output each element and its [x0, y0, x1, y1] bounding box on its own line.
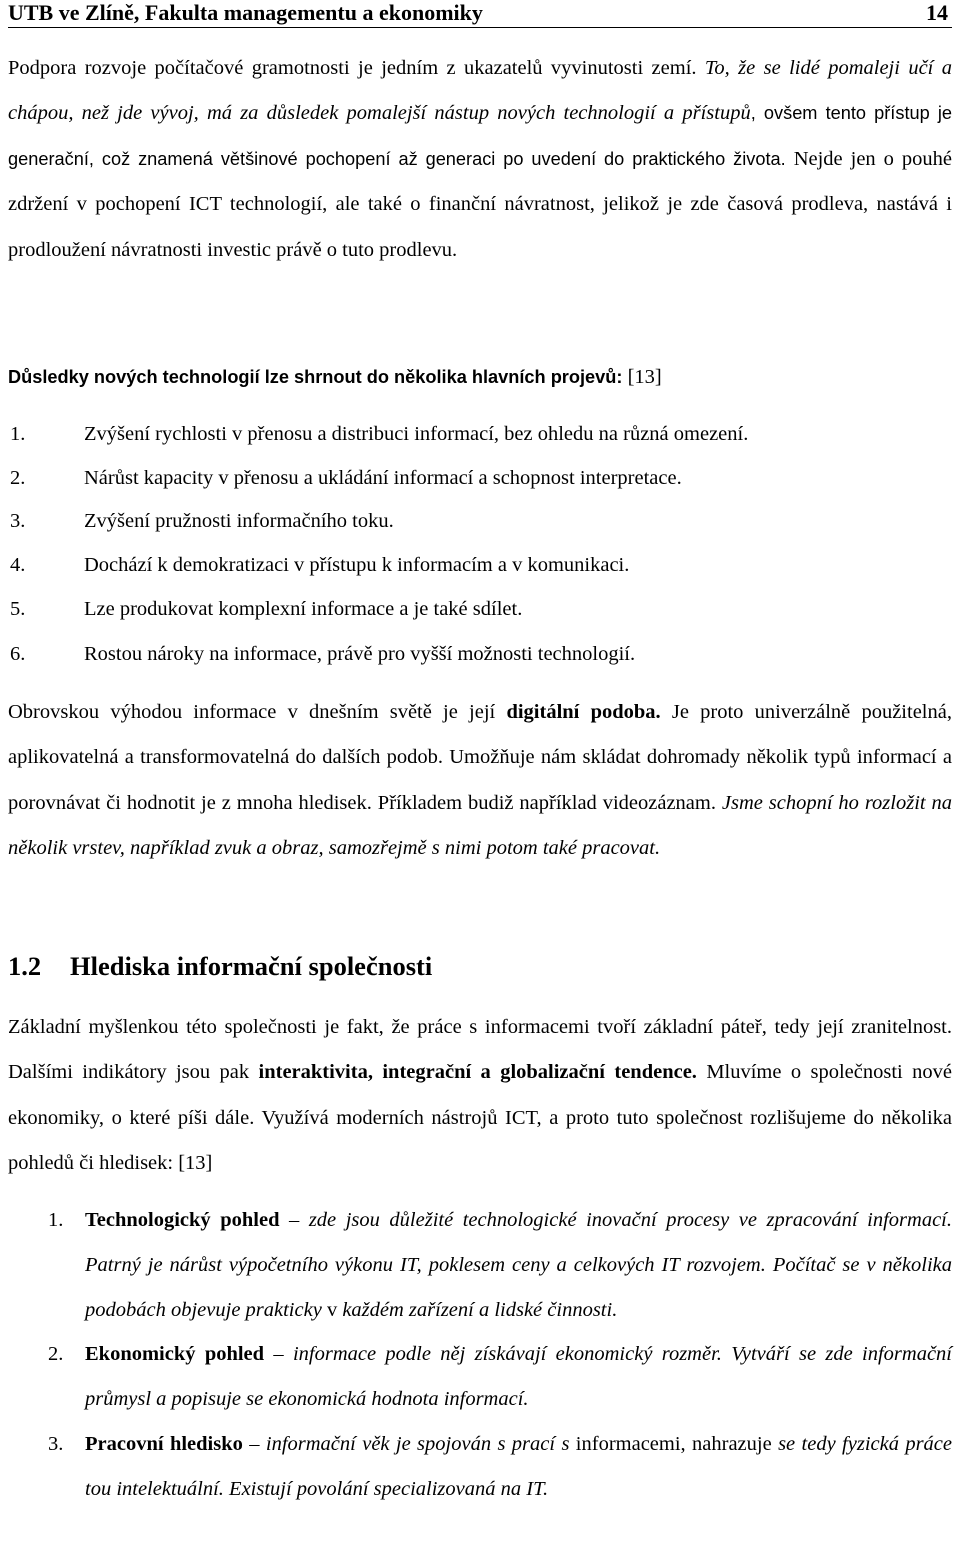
list-item-text: Zvýšení rychlosti v přenosu a distribuci informací, bez ohledu na různá omezení.: [84, 423, 749, 445]
viewpoint-item: [40, 1198, 952, 1332]
para1-text-c: Nejde jen o pouhé zdržení v pochopení ICT technologií, ale také o finanční návratnost, jelikož je zde časová prodleva, nastává i prodloužení návratnosti investic právě o tuto prodlevu.: [8, 147, 953, 261]
list-item-number: 5.: [10, 598, 26, 620]
viewpoint-normal: v: [321, 1298, 343, 1321]
list-item-number: 2.: [10, 467, 26, 489]
page-number: 14: [926, 0, 948, 25]
viewpoint-number: 1.: [48, 1209, 64, 1231]
list-item-text: Lze produkovat komplexní informace a je také sdílet.: [84, 598, 523, 620]
para2-italic: Jsme schopní ho rozložit na několik vrstev, například zvuk a obraz, samozřejmě s nimi potom také pracovat.: [8, 791, 952, 860]
viewpoint-title: Technologický pohled: [85, 1209, 280, 1231]
viewpoint-italic-2: se tedy fyzická práce tou intelektuální. Existují povolání specializovaná na IT.: [85, 1432, 953, 1500]
list-item-number: 6.: [10, 643, 26, 665]
viewpoint-item: [40, 1332, 952, 1422]
para3-bold: interaktivita, integrační a globalizační tendence.: [258, 1061, 697, 1084]
list-item: [10, 552, 629, 578]
paragraph-hlediska: [8, 1005, 952, 1187]
viewpoint-number: 3.: [48, 1432, 64, 1455]
viewpoint-italic: zde jsou důležité technologické inovační procesy ve zpracování informací. Patrný je nárůst výpočetního výkonu IT, poklesem ceny a celkových IT rozvojem. Počítač se v několika podobách objevuje prakticky: [85, 1209, 952, 1321]
para1-text-b: , ovšem tento přístup je generační, což znamená většinové pochopení až generaci po uvedení do praktického života.: [8, 103, 953, 169]
effects-lead-bold: Důsledky nových technologií lze shrnout do několika hlavních projevů:: [8, 367, 623, 387]
viewpoint-dash: –: [264, 1343, 293, 1366]
para1-text-a: Podpora rozvoje počítačové gramotnosti je jedním z ukazatelů vyvinutosti zemí.: [8, 57, 705, 79]
viewpoint-dash: –: [242, 1432, 266, 1455]
effects-lead: [8, 364, 662, 390]
viewpoint-title: Pracovní hledisko: [85, 1432, 243, 1455]
section-number: 1.2: [8, 951, 42, 981]
para2-text-a: Obrovskou výhodou informace v dnešním světě je její: [8, 701, 507, 723]
list-item: [10, 508, 394, 534]
list-item: [10, 596, 522, 622]
viewpoints-list: [40, 1198, 952, 1512]
list-item-number: 4.: [10, 554, 26, 576]
paragraph-gramotnost: [8, 46, 952, 273]
list-item: [10, 421, 748, 447]
para2-bold: digitální podoba.: [506, 701, 661, 723]
list-item: [10, 641, 635, 667]
page-header: [8, 0, 952, 28]
para1-italic: To, že se lidé pomaleji učí a chápou, než jde vývoj, má za důsledek pomalejší nástup nových technologií a přístupů: [8, 57, 953, 125]
list-item-number: 3.: [10, 510, 26, 532]
para2-text-b: Je proto univerzálně použitelná, aplikovatelná a transformovatelná do dalších podob. Umožňuje nám skládat dohromady několik typů informací a porovnávat či hodnotit je z mnoha hledisek. Příkladem budiž například videozáznam.: [8, 701, 952, 814]
viewpoint-italic: informační věk je spojován s prací s: [265, 1432, 570, 1455]
para3-text-b: Mluvíme o společnosti nové ekonomiky, o které píši dále. Využívá moderních nástrojů ICT, a proto tuto společnost rozlišujeme do několika pohledů či hledisek: [13]: [8, 1061, 952, 1175]
para3-text-a: Základní myšlenkou této společnosti je fakt, že práce s informacemi tvoří základní páteř, tedy její zranitelnost. Dalšími indikátory jsou pak: [8, 1016, 952, 1084]
paragraph-digital: [8, 690, 952, 872]
viewpoint-number: 2.: [48, 1343, 64, 1366]
viewpoint-dash: –: [279, 1209, 309, 1231]
viewpoint-item: [40, 1422, 952, 1512]
list-item-text: Dochází k demokratizaci v přístupu k informacím a v komunikaci.: [84, 554, 630, 576]
viewpoint-title: Ekonomický pohled: [85, 1343, 265, 1366]
header-title: UTB ve Zlíně, Fakulta managementu a ekonomiky: [8, 0, 483, 25]
viewpoint-italic-2: každém zařízení a lidské činnosti.: [342, 1298, 618, 1321]
effects-lead-cite: [13]: [622, 366, 662, 388]
viewpoint-normal: informacemi, nahrazuje: [569, 1432, 779, 1455]
list-item-text: Nárůst kapacity v přenosu a ukládání informací a schopnost interpretace.: [84, 467, 682, 489]
list-item-number: 1.: [10, 423, 26, 445]
section-title: Hlediska informační společnosti: [70, 951, 433, 981]
section-heading: [8, 950, 432, 982]
viewpoint-italic: informace podle něj získávají ekonomický rozměr. Vytváří se zde informační průmysl a popisuje se ekonomická hodnota informací.: [85, 1343, 953, 1411]
list-item-text: Zvýšení pružnosti informačního toku.: [84, 510, 394, 532]
list-item: [10, 465, 682, 491]
list-item-text: Rostou nároky na informace, právě pro vyšší možnosti technologií.: [84, 643, 636, 665]
